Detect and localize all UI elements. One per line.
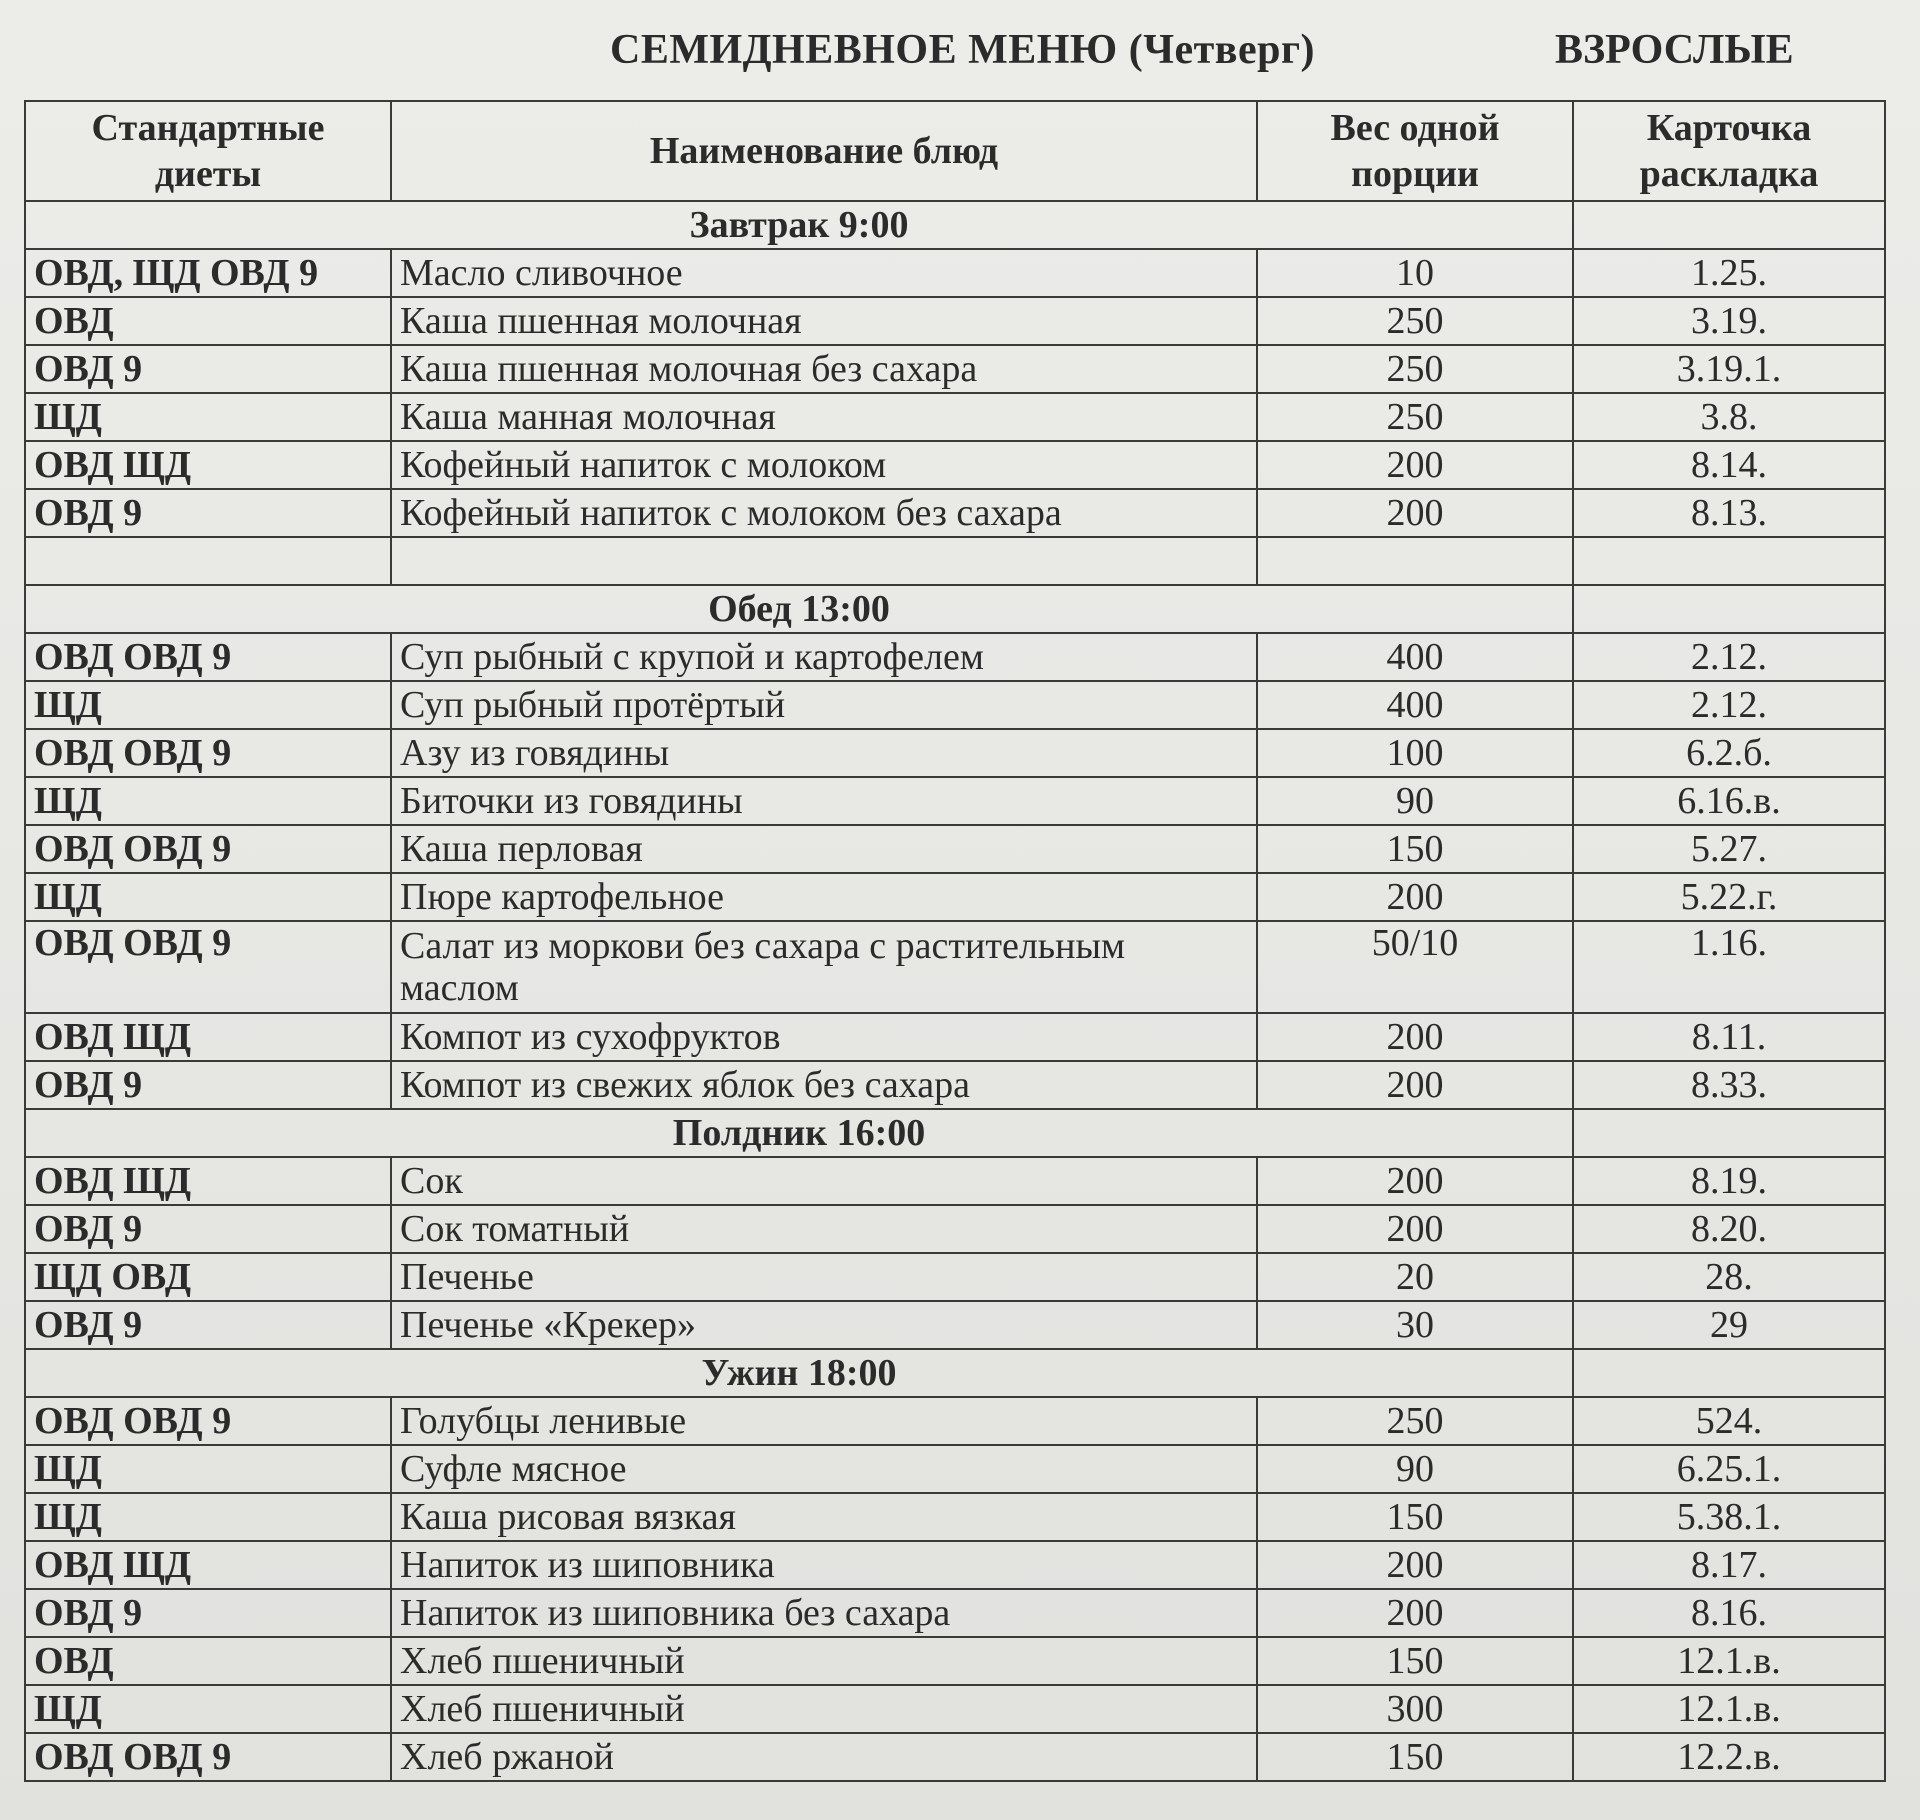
diet-cell: ЩД [25,1445,391,1493]
diet-cell: ЩД [25,681,391,729]
dish-cell: Суфле мясное [391,1445,1257,1493]
table-row [25,1301,1885,1349]
weight-cell: 150 [1257,1637,1573,1685]
column-header-diet: Стандартные диеты [25,101,391,201]
card-cell: 12.2.в. [1573,1733,1885,1781]
weight-cell: 30 [1257,1301,1573,1349]
diet-cell: ОВД ЩД [25,1157,391,1205]
dish-cell: Хлеб ржаной [391,1733,1257,1781]
card-cell: 3.19. [1573,297,1885,345]
card-cell: 6.16.в. [1573,777,1885,825]
diet-cell: ОВД [25,1637,391,1685]
table-row [25,1445,1885,1493]
card-cell: 1.16. [1573,921,1885,1013]
weight-cell: 250 [1257,297,1573,345]
diet-cell: ОВД ЩД [25,1013,391,1061]
weight-cell: 250 [1257,393,1573,441]
diet-cell: ОВД 9 [25,1205,391,1253]
dish-cell: Сок [391,1157,1257,1205]
card-cell: 8.17. [1573,1541,1885,1589]
table-row [25,1685,1885,1733]
card-cell: 8.14. [1573,441,1885,489]
diet-cell: ЩД [25,393,391,441]
dish-cell [391,537,1257,585]
card-cell: 1.25. [1573,249,1885,297]
diet-cell: ОВД ЩД [25,1541,391,1589]
table-row [25,1205,1885,1253]
weight-cell: 200 [1257,1541,1573,1589]
weight-cell: 300 [1257,1685,1573,1733]
section-title: Ужин 18:00 [25,1349,1573,1397]
section-card-cell [1573,1349,1885,1397]
diet-cell: ОВД 9 [25,345,391,393]
card-cell: 12.1.в. [1573,1637,1885,1685]
card-cell: 8.19. [1573,1157,1885,1205]
section-title: Полдник 16:00 [25,1109,1573,1157]
section-row [25,1349,1885,1397]
section-title: Завтрак 9:00 [25,201,1573,249]
diet-cell: ЩД ОВД [25,1253,391,1301]
card-cell: 8.33. [1573,1061,1885,1109]
table-row [25,1541,1885,1589]
diet-cell: ОВД ОВД 9 [25,633,391,681]
table-row [25,1061,1885,1109]
weight-cell: 250 [1257,1397,1573,1445]
card-cell: 6.2.б. [1573,729,1885,777]
weight-cell: 200 [1257,1589,1573,1637]
card-cell: 28. [1573,1253,1885,1301]
menu-header [0,20,1920,80]
table-row [25,825,1885,873]
card-cell: 2.12. [1573,681,1885,729]
dish-cell: Напиток из шиповника без сахара [391,1589,1257,1637]
section-card-cell [1573,585,1885,633]
dish-cell: Масло сливочное [391,249,1257,297]
weight-cell: 90 [1257,1445,1573,1493]
dish-cell: Биточки из говядины [391,777,1257,825]
diet-cell: ЩД [25,1685,391,1733]
dish-cell: Каша манная молочная [391,393,1257,441]
table-row [25,873,1885,921]
dish-cell: Кофейный напиток с молоком [391,441,1257,489]
section-card-cell [1573,1109,1885,1157]
table-row [25,441,1885,489]
audience-label: ВЗРОСЛЫЕ [1555,27,1794,73]
weight-cell: 90 [1257,777,1573,825]
diet-cell: ОВД 9 [25,1061,391,1109]
dish-cell: Хлеб пшеничный [391,1637,1257,1685]
card-cell: 8.11. [1573,1013,1885,1061]
card-cell: 29 [1573,1301,1885,1349]
weight-cell: 150 [1257,1493,1573,1541]
dish-cell: Голубцы ленивые [391,1397,1257,1445]
weight-cell: 150 [1257,1733,1573,1781]
column-header-weight: Вес одной порции [1257,101,1573,201]
dish-cell: Каша пшенная молочная [391,297,1257,345]
card-cell: 8.20. [1573,1205,1885,1253]
table-row [25,1637,1885,1685]
dish-cell: Салат из моркови без сахара с растительным маслом [391,921,1257,1013]
dish-cell: Каша рисовая вязкая [391,1493,1257,1541]
menu-title: СЕМИДНЕВНОЕ МЕНЮ (Четверг) [610,27,1316,73]
column-header-card: Карточка раскладка [1573,101,1885,201]
diet-cell: ОВД ЩД [25,441,391,489]
table-row [25,1733,1885,1781]
card-cell: 5.22.г. [1573,873,1885,921]
diet-cell: ОВД 9 [25,489,391,537]
dish-cell: Хлеб пшеничный [391,1685,1257,1733]
dish-cell: Печенье «Крекер» [391,1301,1257,1349]
diet-cell: ОВД ОВД 9 [25,825,391,873]
table-row [25,1397,1885,1445]
card-cell: 2.12. [1573,633,1885,681]
diet-cell: ОВД 9 [25,1301,391,1349]
diet-cell: ОВД 9 [25,1589,391,1637]
section-row [25,1109,1885,1157]
table-row [25,1157,1885,1205]
weight-cell: 10 [1257,249,1573,297]
diet-cell: ЩД [25,873,391,921]
diet-cell: ЩД [25,777,391,825]
weight-cell: 200 [1257,1013,1573,1061]
table-row [25,1493,1885,1541]
weight-cell: 400 [1257,633,1573,681]
weight-cell: 20 [1257,1253,1573,1301]
diet-cell: ОВД ОВД 9 [25,1397,391,1445]
table-row [25,729,1885,777]
dish-cell: Сок томатный [391,1205,1257,1253]
weight-cell: 100 [1257,729,1573,777]
dish-cell: Кофейный напиток с молоком без сахара [391,489,1257,537]
dish-cell: Каша перловая [391,825,1257,873]
dish-cell: Азу из говядины [391,729,1257,777]
dish-cell: Напиток из шиповника [391,1541,1257,1589]
dish-cell: Суп рыбный с крупой и картофелем [391,633,1257,681]
dish-cell: Компот из свежих яблок без сахара [391,1061,1257,1109]
section-row [25,201,1885,249]
menu-table [24,100,1886,1782]
card-cell: 3.19.1. [1573,345,1885,393]
diet-cell: ОВД ОВД 9 [25,921,391,1013]
table-row [25,777,1885,825]
diet-cell: ОВД, ЩД ОВД 9 [25,249,391,297]
diet-cell: ЩД [25,1493,391,1541]
table-row [25,921,1885,1013]
weight-cell: 50/10 [1257,921,1573,1013]
weight-cell: 200 [1257,1205,1573,1253]
weight-cell: 200 [1257,1061,1573,1109]
dish-cell: Компот из сухофруктов [391,1013,1257,1061]
card-cell: 6.25.1. [1573,1445,1885,1493]
column-header-dish: Наименование блюд [391,101,1257,201]
weight-cell: 250 [1257,345,1573,393]
card-cell: 524. [1573,1397,1885,1445]
dish-cell: Каша пшенная молочная без сахара [391,345,1257,393]
dish-cell: Суп рыбный протёртый [391,681,1257,729]
dish-cell: Печенье [391,1253,1257,1301]
weight-cell: 200 [1257,1157,1573,1205]
card-cell: 5.27. [1573,825,1885,873]
table-row [25,1253,1885,1301]
diet-cell: ОВД ОВД 9 [25,1733,391,1781]
table-row [25,249,1885,297]
menu-table-body [25,201,1885,1781]
weight-cell: 200 [1257,873,1573,921]
table-row [25,1589,1885,1637]
card-cell: 5.38.1. [1573,1493,1885,1541]
diet-cell [25,537,391,585]
table-row [25,633,1885,681]
table-row [25,345,1885,393]
card-cell: 3.8. [1573,393,1885,441]
dish-cell: Пюре картофельное [391,873,1257,921]
weight-cell [1257,537,1573,585]
section-card-cell [1573,201,1885,249]
section-title: Обед 13:00 [25,585,1573,633]
table-row [25,393,1885,441]
table-row [25,1013,1885,1061]
table-row [25,297,1885,345]
card-cell: 8.13. [1573,489,1885,537]
table-row [25,537,1885,585]
table-row [25,489,1885,537]
card-cell: 8.16. [1573,1589,1885,1637]
weight-cell: 200 [1257,489,1573,537]
table-header-row [25,101,1885,201]
weight-cell: 150 [1257,825,1573,873]
diet-cell: ОВД [25,297,391,345]
table-row [25,681,1885,729]
weight-cell: 400 [1257,681,1573,729]
section-row [25,585,1885,633]
diet-cell: ОВД ОВД 9 [25,729,391,777]
weight-cell: 200 [1257,441,1573,489]
card-cell [1573,537,1885,585]
card-cell: 12.1.в. [1573,1685,1885,1733]
